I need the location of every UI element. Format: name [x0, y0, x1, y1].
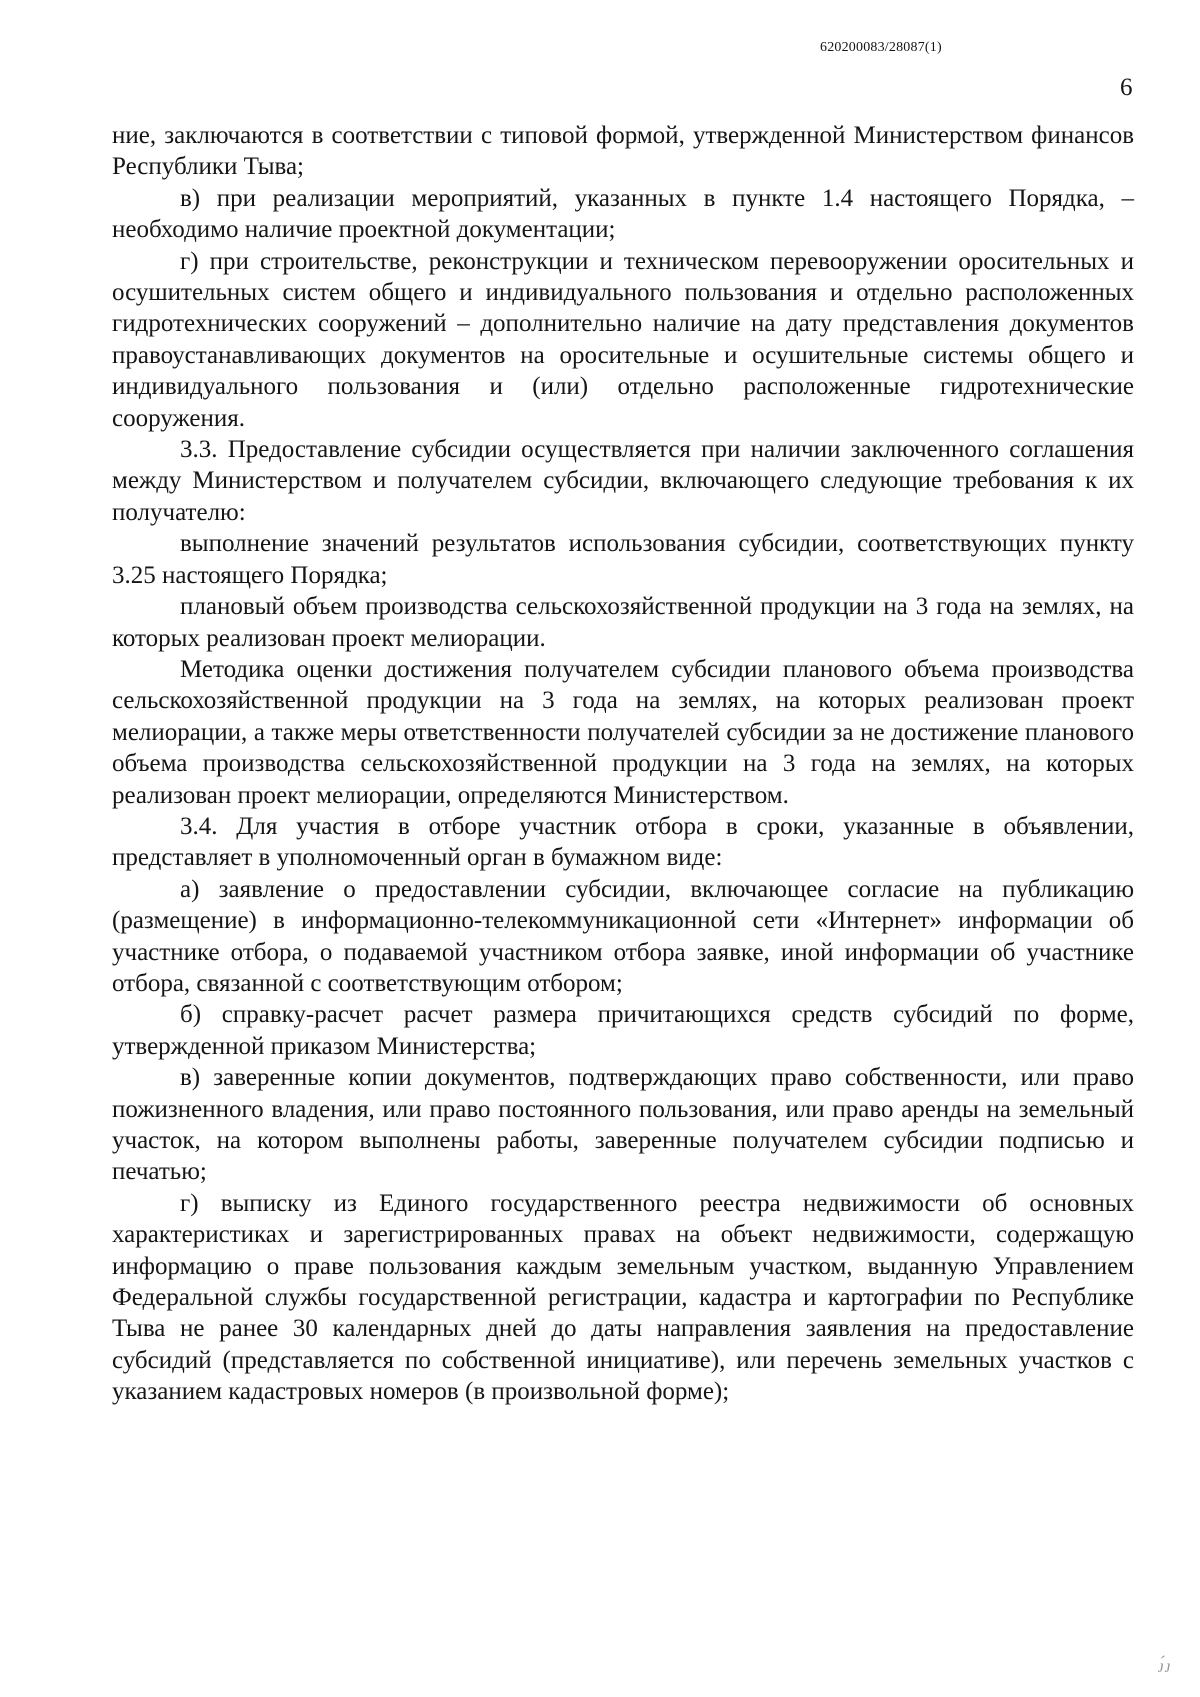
paragraph: ние, заключаются в соответствии с типовой формой, утвержденной Министерством финансов Республики Тыва;	[112, 122, 1134, 181]
paragraph: в) при реализации мероприятий, указанных в пункте 1.4 настоящего Порядка, – необходимо наличие проектной документации;	[112, 184, 1134, 244]
paragraph: б) справку-расчет расчет размера причитающихся средств субсидий по форме, утвержденной приказом Министерства;	[112, 1001, 1134, 1060]
paragraph: 3.4. Для участия в отборе участник отбора в сроки, указанные в объявлении, представляет в уполномоченный орган в бумажном виде:	[112, 812, 1134, 872]
paragraph: г) при строительстве, реконструкции и техническом перевооружении оросительных и осушительных систем общего и индивидуального пользования и отдельно расположенных гидротехнических сооружений – дополнительно наличие на дату представления документов правоустанавливающих документов на оросительные и осушительные системы общего и индивидуального пользования и (или) отдельно расположенные гидротехнические сооружения.	[112, 247, 1134, 432]
paragraph: в) заверенные копии документов, подтверждающих право собственности, или право пожизненного владения, или право постоянного пользования, или право аренды на земельный участок, на котором выполнены работы, заверенные получателем субсидии подписью и печатью;	[112, 1064, 1134, 1186]
paragraph: а) заявление о предоставлении субсидии, включающее согласие на публикацию (размещение) в информационно-телекоммуникационной сети «Интернет» информации об участнике отбора, о подаваемой участником отбора заявке, иной информации об участнике отбора, связанной с соответствующим отбором;	[112, 875, 1134, 997]
paragraph: плановый объем производства сельскохозяйственной продукции на 3 года на землях, на которых реализован проект мелиорации.	[112, 593, 1134, 652]
paragraph: г) выписку из Единого государственного реестра недвижимости об основных характеристиках и зарегистрированных правах на объект недвижимости, содержащую информацию о праве пользования каждым земельным участком, выданную Управлением Федеральной службы государственной регистрации, кадастра и картографии по Республике Тыва не ранее 30 календарных дней до даты направления заявления на предоставление субсидий (представляется по собственной инициативе), или перечень земельных участков с указанием кадастровых номеров (в произвольной форме);	[112, 1189, 1134, 1406]
paragraph: 3.3. Предоставление субсидии осуществляется при наличии заключенного соглашения между Министерством и получателем субсидии, включающего следующие требования к их получателю:	[112, 436, 1134, 526]
document-body	[112, 120, 1134, 1408]
document-number: 620200083/28087(1)	[820, 40, 942, 55]
paragraph: выполнение значений результатов использования субсидии, соответствующих пункту 3.25 настоящего Порядка;	[112, 530, 1134, 589]
handwritten-mark: ᴊ́ᴊ	[1158, 1656, 1172, 1676]
page-number: 6	[1120, 74, 1133, 101]
paragraph: Методика оценки достижения получателем субсидии планового объема производства сельскохозяйственной продукции на 3 года на землях, на которых реализован проект мелиорации, а также меры ответственности получателей субсидии за не достижение планового объема производства сельскохозяйственной продукции на 3 года на землях, на которых реализован проект мелиорации, определяются Министерством.	[112, 655, 1134, 809]
